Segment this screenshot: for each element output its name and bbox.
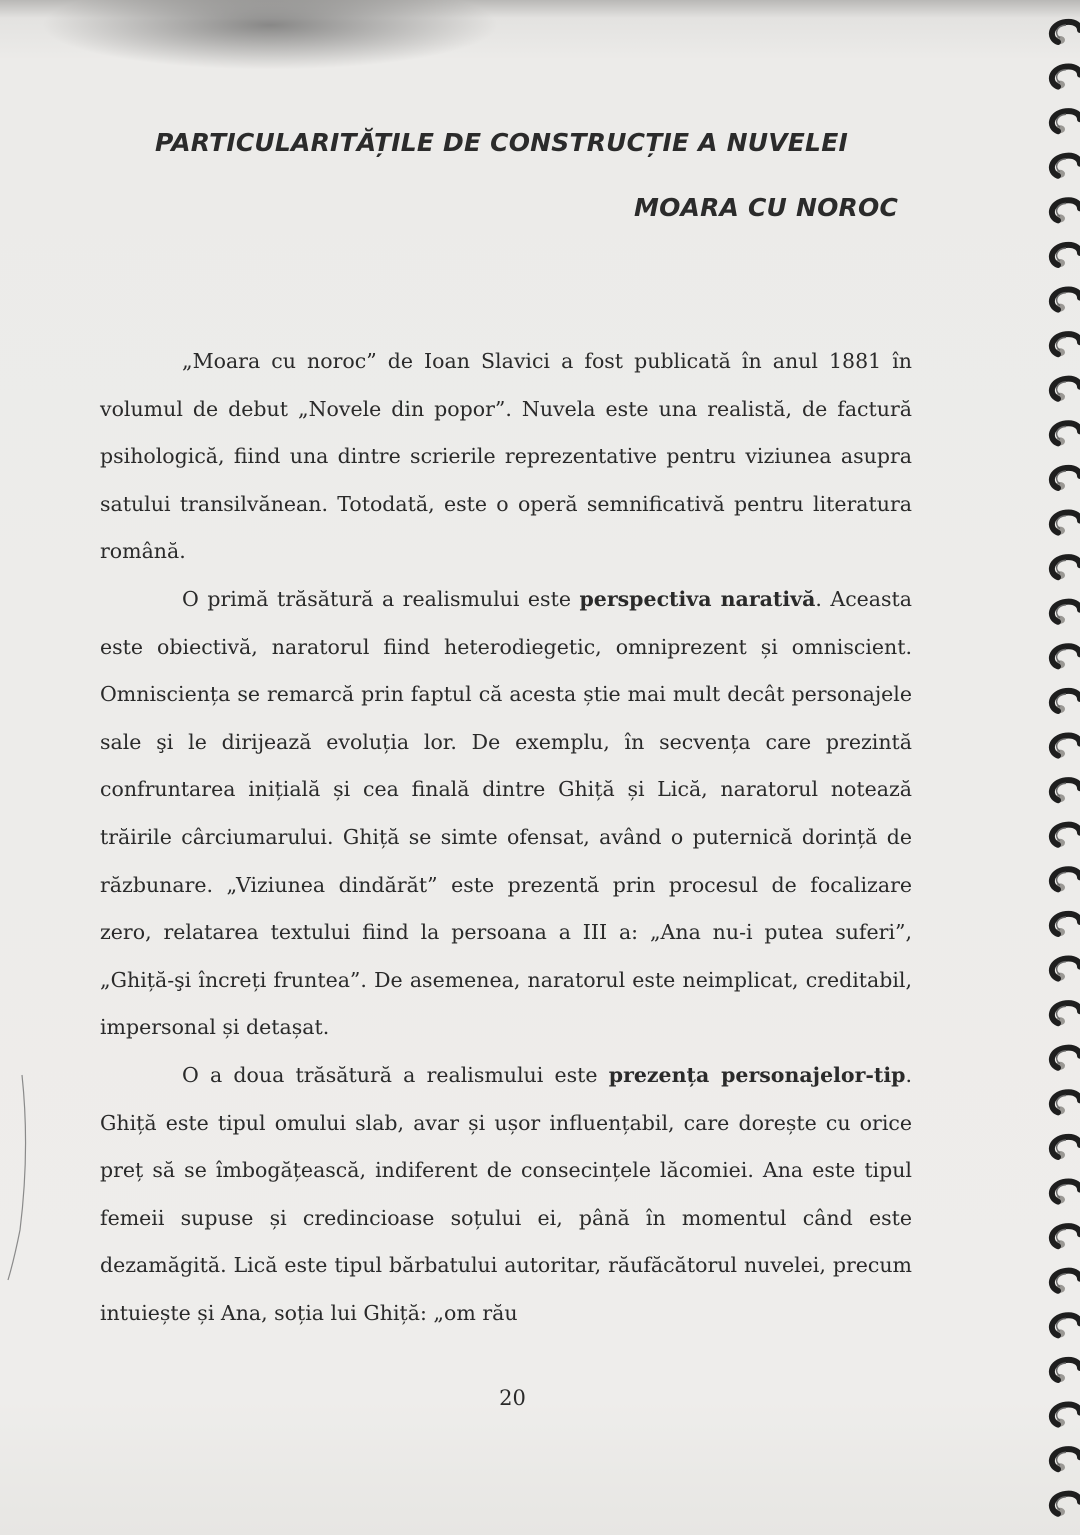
paragraph-1-text: „Moara cu noroc” de Ioan Slavici a fost publicată în anul 1881 în volumul de debut „Novele din popor”. Nuvela este una realistă, de factură psihologică, fiind una dintre scrierile reprezentative pentru viziunea asupra satului transilvănean. Totodată, este o operă semnificativă pentru literatura română.: [100, 349, 912, 564]
paragraph-2-bold-term: perspectiva narativă: [579, 586, 816, 611]
spiral-coil: [1052, 914, 1080, 936]
spiral-coil: [1052, 958, 1080, 980]
spiral-coil: [1052, 825, 1080, 847]
spiral-coil: [1052, 468, 1080, 490]
spiral-coil: [1052, 334, 1080, 356]
paragraph-3-text-b: . Ghiță este tipul omului slab, avar și ușor influențabil, care dorește cu orice preț să se îmbogățească, indiferent de consecințele lăcomiei. Ana este tipul femeii supuse și credincioase soțului ei, până în momentul când este dezamăgită. Lică este tipul bărbatului autoritar, răufăcătorul nuvelei, precum intuiește și Ana, soția lui Ghiță: „om rău: [100, 1062, 912, 1325]
paragraph-2-text-b: . Aceasta este obiectivă, naratorul fiind heterodiegetic, omniprezent și omniscient. Omnisciența se remarcă prin faptul că acesta știe mai mult decât personajele sale şi le dirijează evoluția lor. De exemplu, în secvența care prezintă confruntarea inițială și cea finală dintre Ghiță și Lică, naratorul notează trăirile cârciumarului. Ghiță se simte ofensat, având o puternică dorință de răzbunare. „Viziunea dindărăt” este prezentă prin procesul de focalizare zero, relatarea textului fiind la persoana a III a: „Ana nu-i putea suferi”, „Ghiță-şi încreți fruntea”. De asemenea, naratorul este neimplicat, creditabil, impersonal și detașat.: [100, 586, 913, 1040]
paragraph-3: [100, 1052, 912, 1338]
spiral-coil: [1052, 245, 1080, 267]
spiral-coil: [1052, 869, 1080, 891]
spiral-coil: [1052, 200, 1080, 222]
spiral-coil: [1052, 1360, 1080, 1382]
spiral-coil: [1052, 1404, 1080, 1426]
spiral-coil: [1052, 1137, 1080, 1159]
spiral-coil: [1052, 1048, 1080, 1070]
spiral-coil: [1052, 1181, 1080, 1203]
spiral-coil: [1052, 156, 1080, 178]
body-text: [100, 338, 912, 1337]
spiral-coil: [1052, 66, 1080, 88]
page-number: 20: [499, 1386, 526, 1410]
spiral-coil: [1052, 557, 1080, 579]
spiral-coil: [1052, 111, 1080, 133]
paragraph-1: [100, 338, 912, 576]
spiral-coil: [1052, 423, 1080, 445]
spiral-coil: [1052, 1003, 1080, 1025]
spiral-coil: [1052, 1315, 1080, 1337]
spiral-coil: [1052, 379, 1080, 401]
finger-shadow: [40, 0, 500, 70]
pencil-mark: [0, 0, 40, 1535]
spiral-coil: [1052, 1494, 1080, 1516]
spiral-coil: [1052, 691, 1080, 713]
spiral-coil: [1052, 1226, 1080, 1248]
spiral-coil: [1052, 1271, 1080, 1293]
spiral-coil: [1052, 780, 1080, 802]
paragraph-2-text-a: O primă trăsătură a realismului este: [182, 586, 580, 611]
spiral-binding: [1020, 0, 1080, 1535]
paragraph-3-text-a: O a doua trăsătură a realismului este: [182, 1062, 609, 1087]
spiral-coil: [1052, 735, 1080, 757]
spiral-coil: [1052, 22, 1080, 44]
spiral-coil: [1052, 1092, 1080, 1114]
paragraph-2: [100, 576, 912, 1052]
paragraph-3-bold-term: prezența personajelor-tip: [608, 1062, 906, 1087]
title-line-2: MOARA CU NOROC: [634, 193, 898, 222]
title-line-1: PARTICULARITĂȚILE DE CONSTRUCȚIE A NUVELEI: [155, 128, 848, 157]
spiral-coil: [1052, 602, 1080, 624]
spiral-coil: [1052, 646, 1080, 668]
spiral-coil: [1052, 1449, 1080, 1471]
spiral-coil: [1052, 289, 1080, 311]
spiral-coil: [1052, 512, 1080, 534]
